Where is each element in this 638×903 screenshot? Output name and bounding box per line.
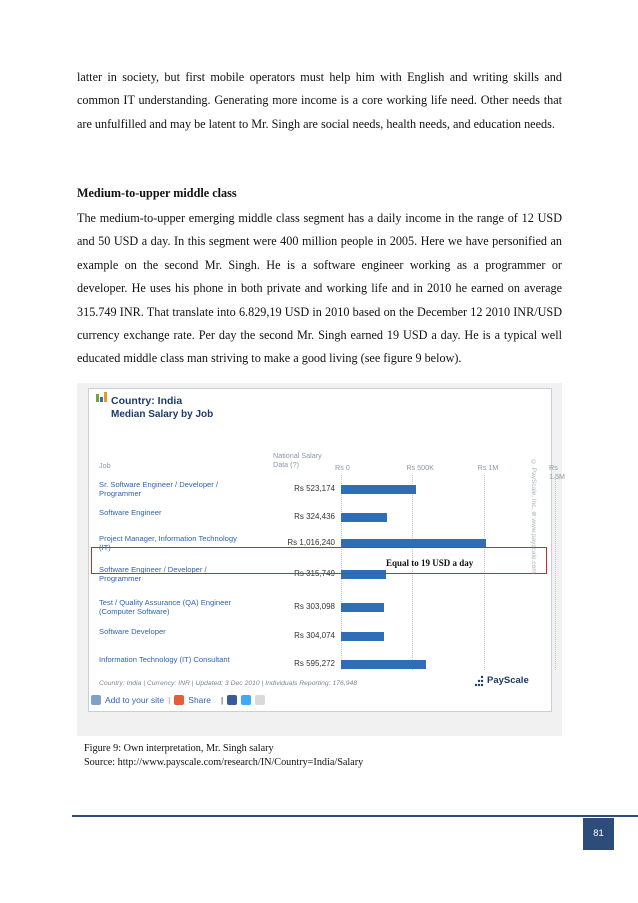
- axis-tick-label: Rs 0: [335, 463, 350, 472]
- salary-value-label: Rs 303,098: [294, 602, 335, 611]
- job-label[interactable]: Software Engineer: [99, 508, 162, 517]
- share-icon: [174, 695, 184, 705]
- job-label[interactable]: Project Manager, Information Technology (IT): [99, 534, 237, 552]
- facebook-icon[interactable]: [227, 695, 237, 705]
- salary-value-label: Rs 304,074: [294, 631, 335, 640]
- salary-header-line1: National Salary: [273, 451, 322, 460]
- salary-value-label: Rs 1,016,240: [287, 538, 335, 547]
- country-title: Country: India: [111, 395, 183, 407]
- share-row: [91, 695, 265, 705]
- figure-9: [77, 383, 565, 736]
- salary-bar: [341, 485, 416, 494]
- divider-2: |: [220, 695, 224, 705]
- salary-value-label: Rs 523,174: [294, 484, 335, 493]
- salary-header-line2: Data (?): [273, 460, 299, 469]
- chart-logo-icon: [89, 389, 111, 421]
- job-label[interactable]: Software Developer: [99, 627, 166, 636]
- payscale-widget: [88, 388, 565, 712]
- axis-tick-label: Rs 500K: [406, 463, 434, 472]
- paragraph-1: latter in society, but first mobile operators must help him with English and writing skills and common IT understanding. Generating more income is a core working life need. Other needs that are unfulfilled and may be latent to Mr. Singh are social needs, health needs, and education needs.: [77, 70, 562, 131]
- salary-bar: [341, 513, 387, 522]
- caption-line-2: Source: http://www.payscale.com/research/IN/Country=India/Salary: [84, 756, 364, 768]
- watermark: © PayScale, Inc. ⊕ www.payscale.com: [530, 459, 537, 574]
- job-column-header: Job: [99, 461, 111, 470]
- add-to-site-link[interactable]: Add to your site: [105, 695, 165, 705]
- add-site-icon: [91, 695, 101, 705]
- salary-value-label: Rs 595,272: [294, 659, 335, 668]
- twitter-icon[interactable]: [241, 695, 251, 705]
- paragraph-2: The medium-to-upper emerging middle class segment has a daily income in the range of 12 USD and 50 USD a day. In this segment were 400 million people in 2005. Here we have personified an example on the second Mr. Singh. He is a software engineer working as a programmer or developer. He uses his phone in both private and working life and in 2010 he earned on average 315.749 INR. That translate into 6.829,19 USD in 2010 based on the December 12 2010 INR/USD currency exchange rate. Per day the second Mr. Singh earned 19 USD a day. He is a typical well educated middle class man striving to make a good living (see figure 9 below).: [77, 211, 562, 366]
- salary-bar: [341, 632, 384, 641]
- footer-rule: [72, 815, 638, 817]
- salary-bar: [341, 603, 384, 612]
- chart-subtitle: Median Salary by Job: [111, 409, 214, 420]
- gridline: [555, 475, 556, 670]
- share-link[interactable]: Share: [188, 695, 211, 705]
- payscale-brand: PayScale: [487, 675, 529, 686]
- figure-caption: [84, 742, 363, 769]
- axis-tick-label: Rs 1.5M: [549, 463, 565, 481]
- widget-footer: Country: India | Currency: INR | Updated: 3 Dec 2010 | Individuals Reporting: 176,948: [99, 680, 358, 687]
- caption-line-1: Figure 9: Own interpretation, Mr. Singh salary: [84, 743, 274, 754]
- salary-value-label: Rs 324,436: [294, 512, 335, 521]
- job-label[interactable]: Sr. Software Engineer / Developer / Programmer: [99, 480, 219, 498]
- highlight-box: [91, 547, 547, 574]
- job-label[interactable]: Information Technology (IT) Consultant: [99, 655, 230, 664]
- job-label[interactable]: Test / Quality Assurance (QA) Engineer (Computer Software): [99, 598, 232, 616]
- annotation-text: Equal to 19 USD a day: [386, 558, 474, 568]
- payscale-logo-icon: [474, 674, 486, 688]
- divider: |: [168, 695, 171, 705]
- page-number: 81: [583, 818, 614, 850]
- email-icon[interactable]: [255, 695, 265, 705]
- axis-tick-label: Rs 1M: [477, 463, 499, 472]
- salary-value-label: Rs 315,749: [294, 569, 335, 578]
- salary-bar: [341, 660, 426, 669]
- job-label[interactable]: Software Engineer / Developer / Programmer: [99, 565, 207, 583]
- section-heading: Medium-to-upper middle class: [77, 186, 237, 200]
